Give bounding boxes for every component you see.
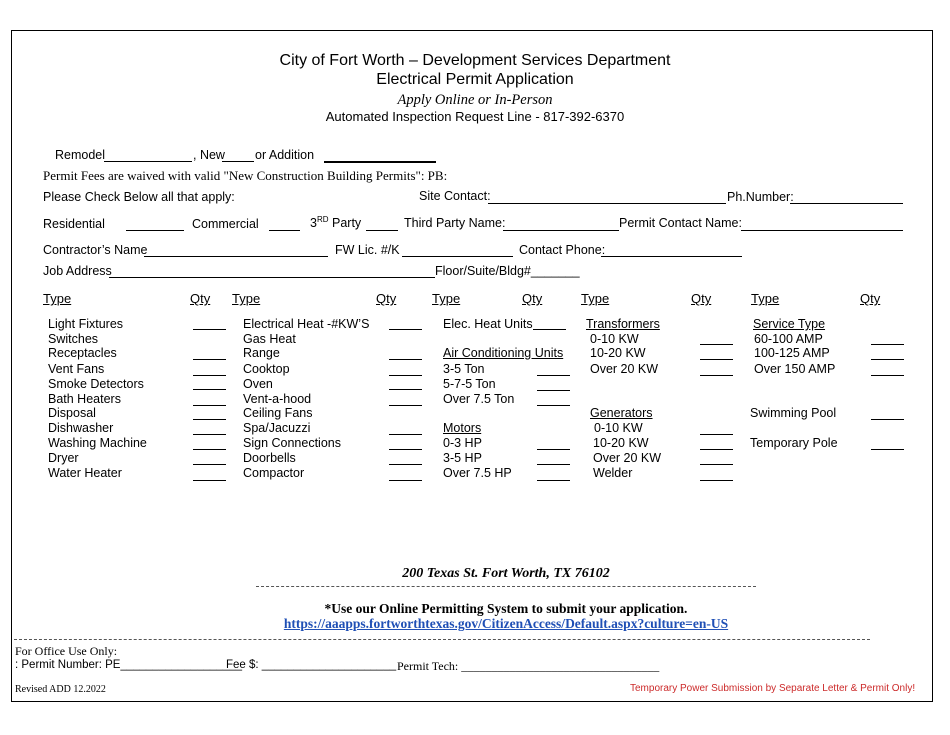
qty-field[interactable] bbox=[700, 375, 733, 376]
qty-field[interactable] bbox=[193, 375, 226, 376]
list-item: 60-100 AMP bbox=[754, 332, 823, 346]
list-item: Receptacles bbox=[48, 346, 117, 360]
new-field[interactable] bbox=[222, 161, 254, 162]
list-item: Smoke Detectors bbox=[48, 377, 144, 391]
list-item: Ceiling Fans bbox=[243, 406, 313, 420]
permit-contact-field[interactable] bbox=[741, 230, 903, 231]
commercial-label: Commercial bbox=[192, 217, 259, 231]
ac-header: Air Conditioning Units bbox=[443, 346, 564, 360]
qty-field[interactable] bbox=[389, 480, 422, 481]
list-item: Over 7.5 HP bbox=[443, 466, 512, 480]
list-item: Vent-a-hood bbox=[243, 392, 312, 406]
list-item: Dryer bbox=[48, 451, 79, 465]
qty-field[interactable] bbox=[537, 390, 570, 391]
list-item: Over 7.5 Ton bbox=[443, 392, 515, 406]
qty-field[interactable] bbox=[193, 405, 226, 406]
list-item: Range bbox=[243, 346, 280, 360]
office-address: 200 Texas St. Fort Worth, TX 76102 bbox=[402, 566, 610, 581]
qty-field[interactable] bbox=[193, 329, 226, 330]
qty-field[interactable] bbox=[389, 359, 422, 360]
list-item: 10-20 KW bbox=[590, 346, 646, 360]
remodel-label: Remodel bbox=[55, 148, 106, 162]
divider bbox=[256, 586, 756, 587]
qty-field[interactable] bbox=[537, 480, 570, 481]
list-item: 5-7-5 Ton bbox=[443, 377, 496, 391]
qty-field[interactable] bbox=[700, 344, 733, 345]
qty-field[interactable] bbox=[193, 419, 226, 420]
revision-label: Revised ADD 12.2022 bbox=[15, 684, 106, 695]
permitting-link[interactable]: https://aaapps.fortworthtexas.gov/CitizenAccess/Default.aspx?culture=en-US bbox=[283, 616, 729, 631]
list-item: Welder bbox=[593, 466, 633, 480]
contact-phone-field[interactable] bbox=[601, 256, 742, 257]
col4-qty-header: Qty bbox=[691, 291, 712, 306]
qty-field[interactable] bbox=[389, 329, 422, 330]
list-item: Disposal bbox=[48, 406, 96, 420]
remodel-field[interactable] bbox=[104, 161, 192, 162]
third-party-name-field[interactable] bbox=[503, 230, 619, 231]
qty-field[interactable] bbox=[193, 480, 226, 481]
service-type-header: Service Type bbox=[753, 317, 826, 331]
list-item: Temporary Pole bbox=[750, 436, 838, 450]
list-item: Dishwasher bbox=[48, 421, 114, 435]
qty-field[interactable] bbox=[700, 464, 733, 465]
list-item: Bath Heaters bbox=[48, 392, 121, 406]
addition-label: or Addition bbox=[255, 148, 315, 162]
qty-field[interactable] bbox=[871, 359, 904, 360]
qty-field[interactable] bbox=[389, 389, 422, 390]
transformers-header: Transformers bbox=[586, 317, 660, 331]
job-address-field[interactable] bbox=[109, 277, 435, 278]
list-item: Over 20 KW bbox=[590, 362, 659, 376]
col3-type-header: Type bbox=[432, 291, 461, 306]
form-title: Electrical Permit Application bbox=[376, 71, 574, 88]
list-item: 0-3 HP bbox=[443, 436, 482, 450]
qty-field[interactable] bbox=[537, 375, 570, 376]
qty-field[interactable] bbox=[537, 405, 570, 406]
col1-qty-header: Qty bbox=[190, 291, 211, 306]
list-item: Switches bbox=[48, 332, 99, 346]
permit-tech-field[interactable]: Permit Tech: _________________________________ bbox=[397, 659, 660, 673]
list-item: Sign Connections bbox=[243, 436, 341, 450]
list-item: Vent Fans bbox=[48, 362, 105, 376]
list-item: 0-10 KW bbox=[594, 421, 643, 435]
fee-waived-note: Permit Fees are waived with valid "New Construction Building Permits": PB: bbox=[43, 168, 448, 183]
third-party-label: 3RD Party bbox=[310, 215, 362, 231]
third-party-field[interactable] bbox=[366, 230, 398, 231]
floor-suite-label: Floor/Suite/Bldg#_______ bbox=[435, 264, 580, 278]
qty-field[interactable] bbox=[700, 434, 733, 435]
list-item: Washing Machine bbox=[48, 436, 147, 450]
new-label: , New bbox=[193, 148, 225, 162]
third-party-name-label: Third Party Name: bbox=[404, 216, 506, 230]
contact-phone-label: Contact Phone: bbox=[519, 243, 606, 257]
fee-field[interactable]: Fee $: _____________________ bbox=[226, 659, 397, 671]
site-contact-label: Site Contact: bbox=[419, 189, 491, 203]
list-item: Cooktop bbox=[243, 362, 290, 376]
list-item: 10-20 KW bbox=[593, 436, 649, 450]
qty-field[interactable] bbox=[389, 464, 422, 465]
list-item: Over 150 AMP bbox=[754, 362, 836, 376]
col5-qty-header: Qty bbox=[860, 291, 881, 306]
qty-field[interactable] bbox=[193, 449, 226, 450]
qty-field[interactable] bbox=[389, 449, 422, 450]
qty-field[interactable] bbox=[193, 389, 226, 390]
qty-field[interactable] bbox=[193, 434, 226, 435]
list-item: Over 20 KW bbox=[593, 451, 662, 465]
temporary-power-note: Temporary Power Submission by Separate Letter & Permit Only! bbox=[630, 683, 916, 694]
fw-lic-field[interactable] bbox=[402, 256, 513, 257]
commercial-field[interactable] bbox=[269, 230, 300, 231]
permit-number-field[interactable]: : Permit Number: PE___________________ bbox=[15, 659, 242, 671]
qty-field[interactable] bbox=[700, 359, 733, 360]
qty-field[interactable] bbox=[537, 449, 570, 450]
col4-type-header: Type bbox=[581, 291, 610, 306]
list-item: 3-5 Ton bbox=[443, 362, 485, 376]
permit-contact-label: Permit Contact Name: bbox=[619, 216, 742, 230]
col1-type-header: Type bbox=[43, 291, 72, 306]
office-use-label: For Office Use Only: bbox=[15, 644, 118, 658]
contractor-label: Contractor’s Name bbox=[43, 243, 148, 257]
residential-field[interactable] bbox=[126, 230, 184, 231]
check-all-label: Please Check Below all that apply: bbox=[43, 190, 235, 204]
list-item: Oven bbox=[243, 377, 273, 391]
contractor-field[interactable] bbox=[144, 256, 328, 257]
col2-qty-header: Qty bbox=[376, 291, 397, 306]
col3-qty-header: Qty bbox=[522, 291, 543, 306]
list-item: Gas Heat bbox=[243, 332, 296, 346]
divider bbox=[14, 639, 870, 640]
qty-field[interactable] bbox=[389, 375, 422, 376]
col2-type-header: Type bbox=[232, 291, 261, 306]
qty-field[interactable] bbox=[871, 344, 904, 345]
online-note: *Use our Online Permitting System to submit your application. bbox=[324, 601, 688, 616]
list-item: Elec. Heat Units bbox=[443, 317, 533, 331]
list-item: 100-125 AMP bbox=[754, 346, 830, 360]
motors-header: Motors bbox=[443, 421, 482, 435]
list-item: Compactor bbox=[243, 466, 305, 480]
list-item: Water Heater bbox=[48, 466, 122, 480]
phone-field[interactable] bbox=[790, 203, 903, 204]
phone-label: Ph.Number: bbox=[727, 190, 794, 204]
list-item: Doorbells bbox=[243, 451, 296, 465]
qty-field[interactable] bbox=[871, 375, 904, 376]
fw-lic-label: FW Lic. #/K bbox=[335, 243, 400, 257]
list-item: Light Fixtures bbox=[48, 317, 124, 331]
qty-field[interactable] bbox=[537, 464, 570, 465]
addition-field[interactable] bbox=[324, 161, 436, 163]
apply-subtitle: Apply Online or In-Person bbox=[397, 92, 553, 108]
qty-field[interactable] bbox=[533, 329, 566, 330]
qty-field[interactable] bbox=[700, 480, 733, 481]
qty-field[interactable] bbox=[389, 405, 422, 406]
inspection-line: Automated Inspection Request Line - 817-392-6370 bbox=[325, 109, 625, 124]
generators-header: Generators bbox=[590, 406, 653, 420]
job-address-label: Job Address bbox=[43, 264, 112, 278]
qty-field[interactable] bbox=[700, 449, 733, 450]
qty-field[interactable] bbox=[871, 449, 904, 450]
list-item: 0-10 KW bbox=[590, 332, 639, 346]
department-title: City of Fort Worth – Development Services Department bbox=[279, 52, 671, 69]
qty-field[interactable] bbox=[389, 434, 422, 435]
col5-type-header: Type bbox=[751, 291, 780, 306]
list-item: Spa/Jacuzzi bbox=[243, 421, 311, 435]
list-item: Swimming Pool bbox=[750, 406, 837, 420]
qty-field[interactable] bbox=[193, 359, 226, 360]
list-item: Electrical Heat -#KW’S bbox=[243, 317, 370, 331]
qty-field[interactable] bbox=[871, 419, 904, 420]
list-item: 3-5 HP bbox=[443, 451, 482, 465]
site-contact-field[interactable] bbox=[488, 203, 726, 204]
qty-field[interactable] bbox=[193, 464, 226, 465]
residential-label: Residential bbox=[43, 217, 105, 231]
